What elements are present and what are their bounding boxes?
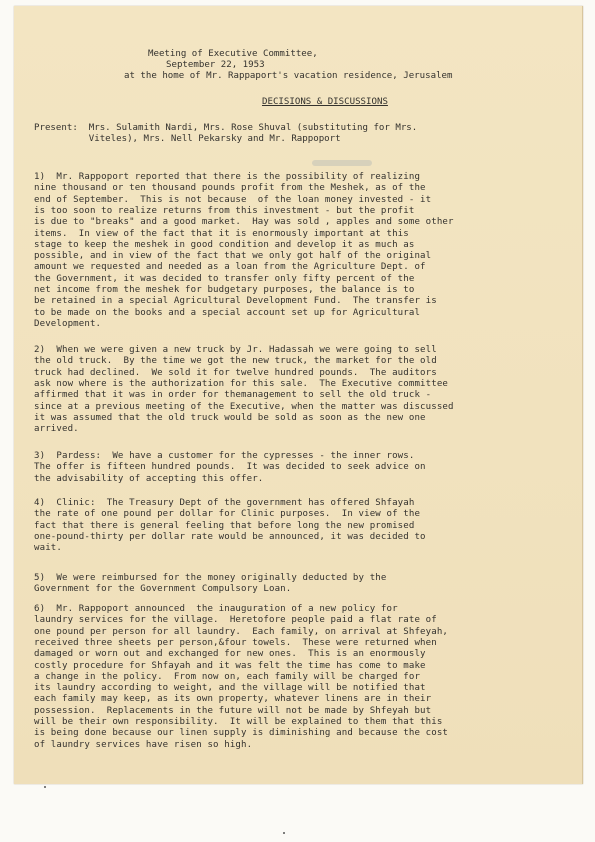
item-line: costly procedure for Shfayah and it was felt the time has come to make: [34, 660, 426, 671]
item-line: one-pound-thirty per dollar rate would be announced, it was decided to: [34, 531, 426, 542]
item-line: it was assumed that the old truck would be sold as soon as the new one: [34, 412, 426, 423]
item-line: damaged or worn out and exchanged for new ones. This is an enormously: [34, 649, 426, 660]
item-line: items. In view of the fact that it is enormously important at this: [34, 228, 409, 239]
item-line: wait.: [34, 543, 62, 554]
item-line: is being done because our linen supply is diminishing and because the cost: [34, 728, 449, 739]
item-line: since at a previous meeting of the Executive, when the matter was discussed: [34, 401, 454, 412]
section-title: DECISIONS & DISCUSSIONS: [262, 97, 388, 107]
item-line: one pound per person for all laundry. Each family, on arrival at Shfeyah,: [34, 626, 449, 637]
item-line: 1) Mr. Rappoport reported that there is the possibility of realizing: [34, 172, 421, 182]
item-line: its laundry according to weight, and the village will be notified that: [34, 683, 426, 694]
item-line: truck had declined. We sold it for twelve hundred pounds. The auditors: [34, 367, 437, 378]
item-line: affirmed that it was in order for themanagement to sell the old truck -: [34, 390, 432, 401]
present-line-1: Present: Mrs. Sulamith Nardi, Mrs. Rose Shuval (substituting for Mrs.: [34, 123, 418, 133]
item-line: stage to keep the meshek in good condition and develop it as much as: [34, 239, 415, 250]
item-line: each family may keep, as its own property, whatever linens are in their: [34, 694, 432, 705]
item-line: The offer is fifteen hundred pounds. It was decided to seek advice on: [34, 462, 426, 473]
item-line: is too soon to realize returns from this investment - but the profit: [34, 205, 415, 216]
item-line: be retained in a special Agricultural Development Fund. The transfer is: [34, 296, 437, 307]
item-line: arrived.: [34, 424, 79, 435]
item-line: end of September. This is not because of the loan money invested - it: [34, 194, 432, 205]
item-line: possible, and in view of the fact that we only got half of the original: [34, 251, 432, 262]
item-line: laundry services for the village. Heretofore people paid a flat rate of: [34, 615, 437, 626]
item-line: amount we requested and needed as a loan from the Agriculture Dept. of: [34, 262, 426, 273]
ink-smudge: [312, 160, 372, 166]
item-line: nine thousand or ten thousand pounds profit from the Meshek, as of the: [34, 183, 426, 194]
item-line: is due to "breaks" and a good market. Hay was sold , apples and some other: [34, 217, 454, 228]
item-line: 5) We were reimbursed for the money originally deducted by the: [34, 573, 387, 583]
item-line: net income from the meshek for budgetary purposes, the balance is to: [34, 285, 415, 295]
item-line: 6) Mr. Rappoport announced the inauguration of a new policy for: [34, 604, 398, 614]
meeting-title: Meeting of Executive Committee,: [148, 49, 318, 59]
item-line: 4) Clinic: The Treasury Dept of the government has offered Shfayah: [34, 498, 415, 508]
item-line: the rate of one pound per dollar for Clinic purposes. In view of the: [34, 509, 421, 520]
item-line: will be their own responsibility. It will be explained to them that this: [34, 717, 443, 727]
present-line-2: Viteles), Mrs. Nell Pekarsky and Mr. Rappoport: [34, 134, 341, 144]
item-line: possession. Replacements in the future will not be made by Shfeyah but: [34, 705, 432, 716]
page-mark: [44, 786, 46, 788]
meeting-location: at the home of Mr. Rappaport's vacation residence, Jerusalem: [124, 71, 453, 81]
page-mark: [283, 832, 285, 834]
item-line: Development.: [34, 318, 102, 329]
item-line: the old truck. By the time we got the new truck, the market for the old: [34, 356, 437, 367]
item-line: 3) Pardess: We have a customer for the cypresses - the inner rows.: [34, 451, 415, 461]
item-line: 2) When we were given a new truck by Jr. Hadassah we were going to sell: [34, 345, 437, 355]
item-line: received three sheets per person,&four towels. These were returned when: [34, 637, 437, 648]
item-line: fact that there is general feeling that before long the new promised: [34, 520, 415, 531]
item-line: of laundry services have risen so high.: [34, 739, 253, 750]
item-line: Government for the Government Compulsory Loan.: [34, 584, 292, 595]
item-line: the advisability of accepting this offer.: [34, 473, 264, 484]
item-line: a change in the policy. From now on, each family will be charged for: [34, 671, 421, 682]
item-line: ask now where is the authorization for this sale. The Executive committee: [34, 378, 449, 389]
item-line: to be made on the books and a special account set up for Agricultural: [34, 307, 421, 318]
item-line: the Government, it was decided to transfer only fifty percent of the: [34, 273, 415, 284]
meeting-date: September 22, 1953: [166, 60, 265, 70]
